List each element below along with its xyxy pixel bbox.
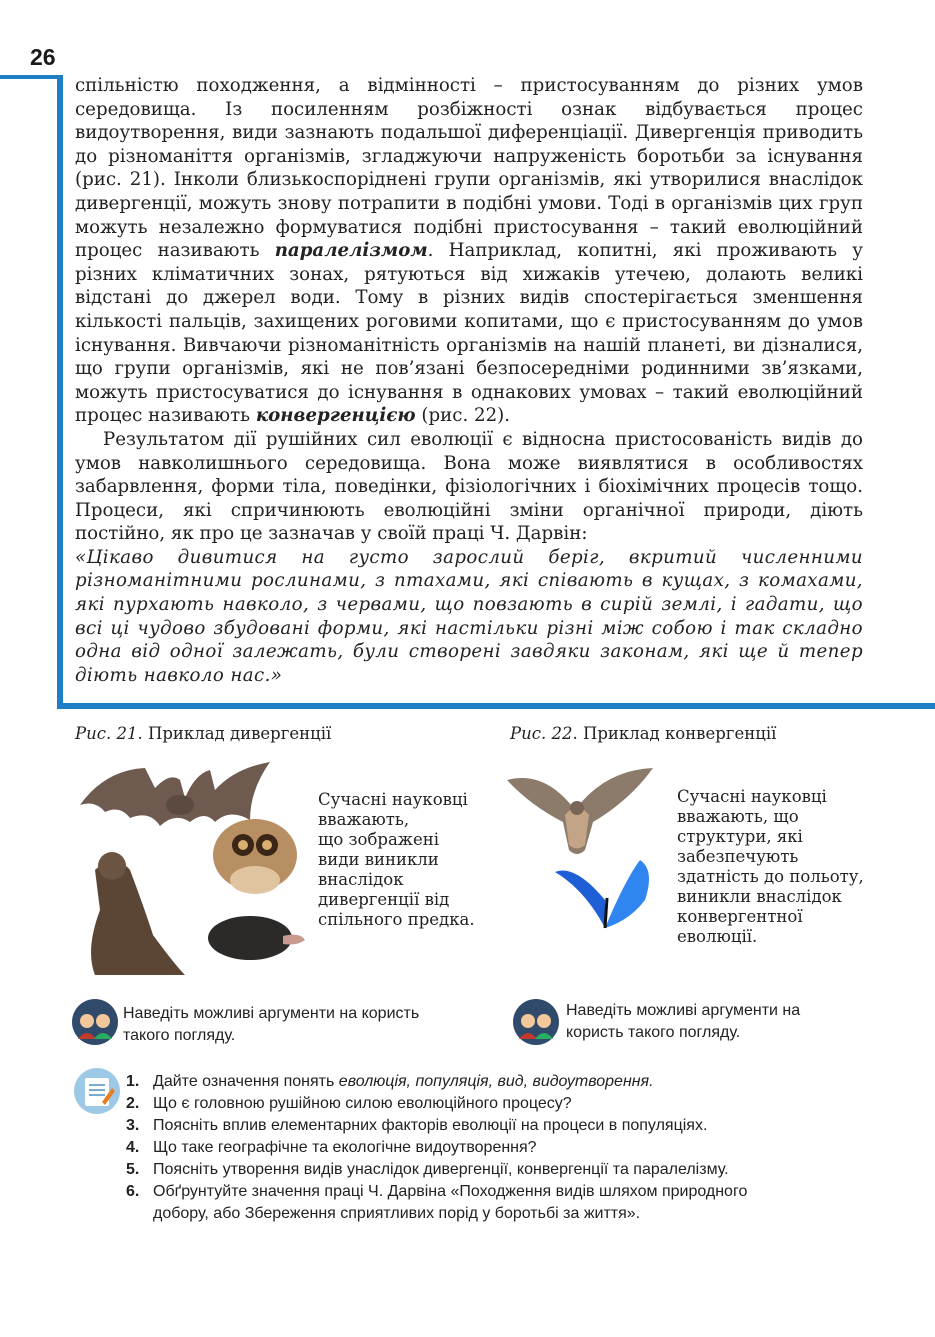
figure-22-images [505,760,665,940]
loris-image [213,819,297,894]
paragraph-1 [75,74,863,428]
figure-21-line: дивергенції від [318,890,450,909]
figure-22-line: структури, які [677,827,803,846]
question-number: 6. [126,1183,140,1200]
figure-21-caption [75,724,331,743]
bird-image [507,768,653,854]
page-number: 26 [30,44,56,70]
question-item [126,1093,866,1115]
figure-22-line: конвергентної [677,907,803,926]
question-text-continued: добору, або Збереження сприятливих порід у боротьбі за життя». [153,1205,641,1222]
figure-22-line: вважають, що [677,807,799,826]
question-item [126,1115,866,1137]
frame-bottom-rule [57,703,935,709]
frame-top-rule [0,75,63,79]
question-text: Що є головною рушійною силою еволюційного процесу? [153,1095,572,1112]
question-text: Що таке географічне та екологічне видоутворення? [153,1139,537,1156]
figure-22-line: Сучасні науковці [677,787,827,806]
figure-22-line: виникли внаслідок [677,887,842,906]
task-left-line: такого погляду. [123,1027,236,1044]
figure-22-description [677,787,864,947]
task-left-line: Наведіть можливі аргументи на користь [123,1005,420,1022]
frame-left-rule [57,75,63,707]
figure-21-line: внаслідок [318,870,404,889]
question-item [126,1181,866,1225]
main-text [75,74,863,687]
bat-image [80,762,270,826]
task-left [123,1003,419,1047]
figure-21-line: спільного предка. [318,910,475,929]
notebook-icon [74,1068,120,1114]
question-item [126,1071,866,1093]
figure-21-line: що зображені [318,830,440,849]
figure-22-line: забезпечують [677,847,799,866]
figure-22-line: еволюції. [677,927,758,946]
question-text: Поясніть вплив елементарних факторів еволюції на процеси в популяціях. [153,1117,708,1134]
seal-image [91,852,185,975]
paragraph-1-part-1: спільністю походження, а відмінності – пристосуванням до різних умов середовища. Із посиленням розбіжності ознак відбувається процес видоутворення, види зазнають подальшої диференціації. Дивергенція приводить до різноманіття організмів, згладжуючи напруженість боротьби за існування (рис. 21). Інколи близькоспоріднені групи організмів, які утворилися внаслідок дивергенції, можуть знову потрапити в подібні умови. Тоді в організмів цих груп можуть незалежно формуватися подібні пристосування – такий еволюційний процес називають [75,75,863,262]
question-text: Обґрунтуйте значення праці Ч. Дарвіна «Походження видів шляхом природного [153,1183,748,1200]
question-item [126,1137,866,1159]
butterfly-image [555,860,649,928]
darwin-quote: «Цікаво дивитися на густо зарослий беріг, вкритий численними різноманітними рослинами, з птахами, які співають в кущах, з комахами, які пурхають навколо, з червами, що повзають в сирій землі, і гадати, що всі ці чудово збудовані форми, які настільки різні між собою і так складно одна від одної залежать, були створені завдяки законам, які ще й тепер діють навколо нас.» [75,546,863,686]
question-italic-terms: еволюція, популяція, вид, видоутворення. [338,1073,654,1090]
term-convergence: конвергенцією [255,405,416,427]
mole-image [208,916,305,960]
figure-22-number: Рис. 22 [510,724,573,743]
figure-21-line: види виникли [318,850,439,869]
paragraph-1-part-3: (рис. 22). [415,405,511,427]
figure-22-title: . Приклад конвергенції [572,724,777,743]
figure-21-number: Рис. 21 [75,724,138,743]
question-number: 1. [126,1073,140,1090]
question-number: 4. [126,1139,140,1156]
question-number: 3. [126,1117,140,1134]
figure-21-line: вважають, [318,810,410,829]
term-parallelism: паралелізмом [274,240,428,262]
figure-21-description [318,790,475,930]
task-right [566,1000,800,1044]
discussion-icon [513,999,559,1045]
question-number: 5. [126,1161,140,1178]
paragraph-1-part-2: . Наприклад, копитні, які проживають у різних кліматичних зонах, рятуються від хижаків утечею, долають великі відстані до джерел води. Тому в різних видів спостерігається зменшення кількості пальців, захищених роговими копитами, що є пристосуванням до умов існування. Вивчаючи різноманітність організмів на нашій планеті, ви дізналися, що групи організмів, які не пов’язані безпосередніми родинними зв’язками, можуть пристосуватися до існування в однакових умовах – такий еволюційний процес називають [75,240,864,427]
figure-21-images [75,760,310,985]
question-item [126,1159,866,1181]
discussion-icon [72,999,118,1045]
questions-list [126,1071,866,1225]
question-number: 2. [126,1095,140,1112]
figure-21-title: . Приклад дивергенції [137,724,332,743]
question-text: Дайте означення понять [153,1073,339,1090]
task-right-line: Наведіть можливі аргументи на [566,1002,801,1019]
figure-21-line: Сучасні науковці [318,790,468,809]
figure-22-caption [510,724,776,743]
figure-22-line: здатність до польоту, [677,867,864,886]
question-text: Поясніть утворення видів унаслідок дивергенції, конвергенції та паралелізму. [153,1161,729,1178]
paragraph-2: Результатом дії рушійних сил еволюції є відносна пристосованість видів до умов навколишнього середовища. Вона може виявлятися в особливостях забарвлення, форми тіла, поведінки, фізіологічних і біохімічних процесів тощо. Процеси, які спричинюють еволюційні зміни органічної природи, діють постійно, як про це зазначав у своїй праці Ч. Дарвін: [75,428,863,545]
task-right-line: користь такого погляду. [566,1024,741,1041]
